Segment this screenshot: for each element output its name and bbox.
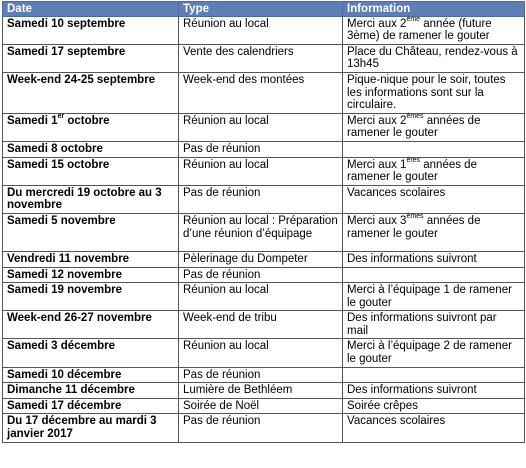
- text-part: Place du Château, rendez-vous à 13h45: [347, 45, 518, 71]
- table-row: [3, 113, 525, 141]
- table-row: [3, 213, 525, 251]
- information-cell: [343, 157, 525, 185]
- information-cell: [343, 398, 525, 414]
- text-part: années de ramener le gouter: [347, 158, 477, 184]
- text-part: Merci aux 1: [347, 158, 407, 171]
- date-cell: Vendredi 11 novembre: [3, 251, 179, 267]
- date-cell: Samedi 12 novembre: [3, 267, 179, 283]
- information-cell: [343, 16, 525, 44]
- date-cell: Dimanche 11 décembre: [3, 383, 179, 399]
- table-row: [3, 398, 525, 414]
- date-cell: Week-end 26-27 novembre: [3, 311, 179, 339]
- type-cell: Pas de réunion: [179, 267, 343, 283]
- header-date: Date: [3, 2, 179, 17]
- date-cell: Samedi 10 septembre: [3, 16, 179, 44]
- table-row: [3, 339, 525, 367]
- date-cell: Du 17 décembre au mardi 3 janvier 2017: [3, 414, 179, 442]
- type-cell: Réunion au local: [179, 283, 343, 311]
- superscript: ème: [406, 15, 421, 23]
- text-part: années de ramener le gouter: [347, 114, 481, 140]
- type-cell: Pas de réunion: [179, 414, 343, 442]
- type-cell: Pas de réunion: [179, 367, 343, 383]
- date-cell: Samedi 17 septembre: [3, 44, 179, 72]
- table-row: [3, 383, 525, 399]
- text-part: Des informations suivront par mail: [347, 312, 497, 337]
- text-part: Merci aux 2: [347, 114, 407, 127]
- date-cell: Du mercredi 19 octobre au 3 novembre: [3, 185, 179, 213]
- table-row: [3, 185, 525, 213]
- text-part: Des informations suivront: [347, 384, 477, 397]
- date-cell: [3, 113, 179, 141]
- header-type: Type: [179, 2, 343, 17]
- table-row: [3, 414, 525, 442]
- text-part: Des informations suivront: [347, 252, 477, 265]
- type-cell: Pas de réunion: [179, 185, 343, 213]
- type-cell: Réunion au local : Préparation d’une réunion d’équipage: [179, 213, 343, 251]
- text-part: octobre: [64, 114, 110, 127]
- date-cell: Samedi 17 décembre: [3, 398, 179, 414]
- text-part: années de ramener le gouter: [347, 214, 481, 240]
- type-cell: Week-end des montées: [179, 72, 343, 113]
- information-cell: [343, 267, 525, 283]
- type-cell: Pèlerinage du Dompeter: [179, 251, 343, 267]
- type-cell: Réunion au local: [179, 157, 343, 185]
- schedule-table: [2, 1, 525, 443]
- text-part: année (future 3ème) de ramener le gouter: [347, 17, 492, 43]
- superscript: er: [57, 112, 65, 120]
- date-cell: Samedi 19 novembre: [3, 283, 179, 311]
- type-cell: Vente des calendriers: [179, 44, 343, 72]
- information-cell: [343, 383, 525, 399]
- table-row: [3, 16, 525, 44]
- information-cell: [343, 414, 525, 442]
- date-cell: Samedi 15 octobre: [3, 157, 179, 185]
- text-part: Vacances scolaires: [347, 186, 446, 199]
- table-row: [3, 251, 525, 267]
- text-part: Merci aux 3: [347, 214, 407, 227]
- text-part: Merci aux 2: [347, 17, 407, 30]
- table-row: [3, 157, 525, 185]
- information-cell: [343, 367, 525, 383]
- type-cell: Réunion au local: [179, 16, 343, 44]
- type-cell: Réunion au local: [179, 113, 343, 141]
- header-row: [3, 2, 525, 17]
- type-cell: Pas de réunion: [179, 141, 343, 157]
- date-cell: Week-end 24-25 septembre: [3, 72, 179, 113]
- text-part: Samedi 1: [7, 114, 58, 127]
- table-row: [3, 44, 525, 72]
- date-cell: Samedi 10 décembre: [3, 367, 179, 383]
- text-part: Vacances scolaires: [347, 415, 446, 428]
- information-cell: [343, 311, 525, 339]
- information-cell: [343, 283, 525, 311]
- information-cell: [343, 339, 525, 367]
- type-cell: Réunion au local: [179, 339, 343, 367]
- date-cell: Samedi 3 décembre: [3, 339, 179, 367]
- text-part: Pique-nique pour le soir, toutes les informations sont sur la circulaire.: [347, 73, 506, 112]
- superscript: ères: [406, 156, 421, 164]
- superscript: èmes: [406, 213, 424, 221]
- information-cell: [343, 113, 525, 141]
- header-information: Information: [343, 2, 525, 17]
- table-row: [3, 367, 525, 383]
- date-cell: Samedi 5 novembre: [3, 213, 179, 251]
- superscript: èmes: [406, 112, 424, 120]
- table-row: [3, 72, 525, 113]
- table-row: [3, 283, 525, 311]
- information-cell: [343, 141, 525, 157]
- information-cell: [343, 44, 525, 72]
- table-row: [3, 311, 525, 339]
- type-cell: Lumière de Bethléem: [179, 383, 343, 399]
- text-part: Soirée crêpes: [347, 399, 418, 412]
- text-part: Merci à l’équipage 2 de ramener le gouter: [347, 340, 512, 366]
- type-cell: Week-end de tribu: [179, 311, 343, 339]
- information-cell: [343, 185, 525, 213]
- table-row: [3, 267, 525, 283]
- information-cell: [343, 213, 525, 251]
- type-cell: Soirée de Noël: [179, 398, 343, 414]
- date-cell: Samedi 8 octobre: [3, 141, 179, 157]
- information-cell: [343, 72, 525, 113]
- table-row: [3, 141, 525, 157]
- information-cell: [343, 251, 525, 267]
- text-part: Merci à l’équipage 1 de ramener le gouter: [347, 284, 512, 309]
